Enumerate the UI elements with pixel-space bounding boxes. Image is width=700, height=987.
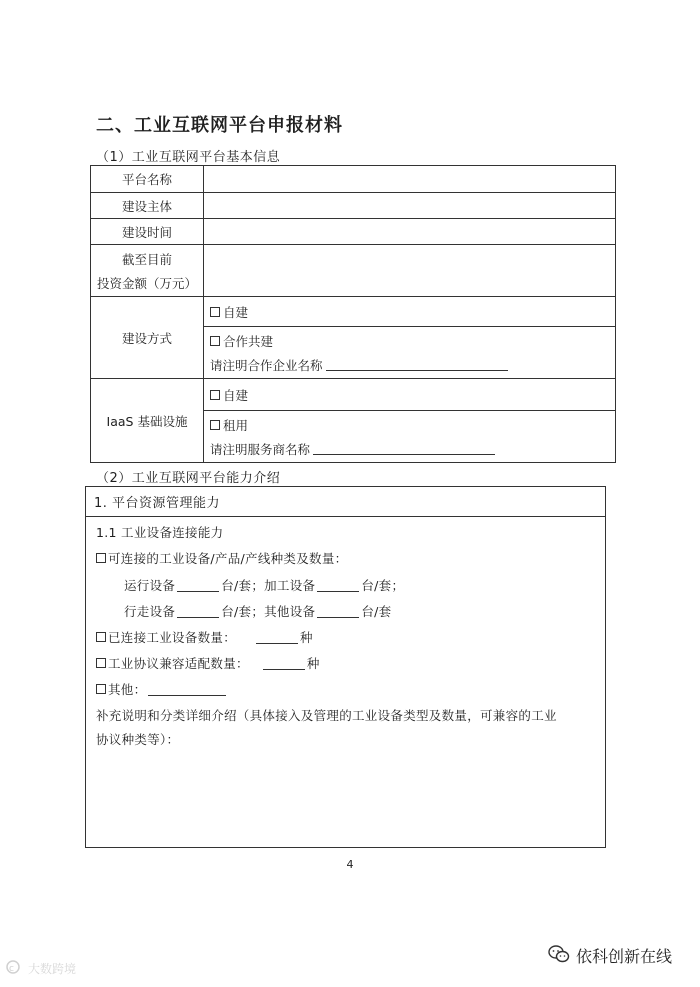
unit-label-4: 台/套 bbox=[361, 604, 392, 619]
process-equipment-blank[interactable] bbox=[317, 579, 359, 592]
label-platform-name: 平台名称 bbox=[91, 166, 204, 193]
checkbox-icon[interactable] bbox=[96, 632, 106, 642]
item-connected-count-unit: 种 bbox=[300, 630, 313, 645]
label-investment-line1: 截至目前 bbox=[121, 251, 172, 267]
item-connectable-types bbox=[96, 549, 347, 567]
subsection-title bbox=[96, 523, 223, 541]
walk-equipment-label: 行走设备 bbox=[124, 604, 176, 619]
checkbox-icon[interactable] bbox=[96, 553, 106, 563]
unit-label-1: 台/套；加工设备 bbox=[221, 578, 316, 593]
walk-equipment-blank[interactable] bbox=[177, 605, 219, 618]
build-method-coop-cell bbox=[204, 327, 616, 379]
field-platform-name[interactable] bbox=[204, 166, 616, 193]
connected-count-blank[interactable] bbox=[256, 631, 298, 644]
iaas-provider-note-label: 请注明服务商名称 bbox=[210, 441, 311, 457]
option-iaas-self[interactable] bbox=[210, 386, 609, 404]
field-time[interactable] bbox=[204, 219, 616, 245]
checkbox-icon[interactable] bbox=[210, 390, 220, 400]
item-other-label: 其他： bbox=[108, 682, 147, 697]
coop-partner-note-label: 请注明合作企业名称 bbox=[210, 357, 323, 373]
supplement-note-line1 bbox=[96, 706, 557, 724]
coop-partner-blank[interactable] bbox=[326, 358, 508, 371]
option-iaas-rent-label: 租用 bbox=[223, 417, 249, 433]
checkbox-icon[interactable] bbox=[210, 336, 220, 346]
item-protocol-count-label: 工业协议兼容适配数量： bbox=[108, 656, 249, 671]
option-cooperation[interactable] bbox=[210, 332, 609, 350]
item-other bbox=[96, 680, 226, 698]
label-investment bbox=[91, 245, 204, 297]
coop-partner-note bbox=[210, 356, 609, 374]
field-investment[interactable] bbox=[204, 245, 616, 297]
option-self-build[interactable] bbox=[210, 303, 609, 321]
watermark-left-text: 大数跨境 bbox=[28, 962, 77, 976]
run-equipment-blank[interactable] bbox=[177, 579, 219, 592]
other-equipment-blank[interactable] bbox=[317, 605, 359, 618]
run-equipment-label: 运行设备 bbox=[124, 578, 176, 593]
field-entity[interactable] bbox=[204, 193, 616, 219]
watermark-left bbox=[6, 960, 76, 977]
watermark-logo-icon bbox=[6, 960, 24, 977]
page-number: 4 bbox=[346, 858, 354, 871]
section1-title: （1）工业互联网平台基本信息 bbox=[96, 150, 281, 165]
checkbox-icon[interactable] bbox=[210, 420, 220, 430]
supplement-note-line2 bbox=[96, 730, 179, 748]
supplement-note-text-2: 协议种类等）： bbox=[96, 732, 180, 747]
iaas-provider-note bbox=[210, 440, 609, 458]
option-iaas-rent[interactable] bbox=[210, 416, 609, 434]
checkbox-icon[interactable] bbox=[96, 658, 106, 668]
label-time: 建设时间 bbox=[91, 219, 204, 245]
option-cooperation-label: 合作共建 bbox=[223, 333, 274, 349]
equipment-line-2 bbox=[124, 602, 391, 620]
item-connected-count bbox=[96, 628, 313, 646]
item-connectable-types-label: 可连接的工业设备/产品/产线种类及数量： bbox=[108, 551, 348, 566]
label-investment-line2: 投资金额（万元） bbox=[97, 275, 198, 291]
watermark-right-text: 依科创新在线 bbox=[575, 947, 672, 966]
basic-info-table bbox=[90, 165, 616, 463]
iaas-provider-blank[interactable] bbox=[313, 442, 495, 455]
checkbox-icon[interactable] bbox=[96, 684, 106, 694]
item-protocol-count-unit: 种 bbox=[306, 656, 320, 671]
label-iaas: IaaS 基础设施 bbox=[91, 379, 204, 463]
option-iaas-self-label: 自建 bbox=[223, 387, 249, 403]
item-connected-count-label: 已连接工业设备数量： bbox=[108, 630, 237, 645]
unit-label-3: 台/套；其他设备 bbox=[221, 604, 316, 619]
iaas-rent-cell bbox=[204, 411, 616, 463]
capability-box bbox=[85, 486, 606, 848]
supplement-note-text-1: 补充说明和分类详细介绍（具体接入及管理的工业设备类型及数量，可兼容的工业 bbox=[96, 708, 557, 723]
page-heading: 二、工业互联网平台申报材料 bbox=[96, 115, 343, 136]
section2-title: （2）工业互联网平台能力介绍 bbox=[96, 471, 281, 486]
capability-box-title: 1. 平台资源管理能力 bbox=[86, 487, 605, 517]
wechat-icon bbox=[548, 945, 570, 967]
label-build-method: 建设方式 bbox=[91, 297, 204, 379]
watermark-right bbox=[548, 944, 672, 967]
option-self-build-label: 自建 bbox=[223, 304, 249, 320]
label-entity: 建设主体 bbox=[91, 193, 204, 219]
svg-text:c: c bbox=[9, 964, 14, 974]
other-blank[interactable] bbox=[148, 683, 226, 696]
equipment-line-1 bbox=[124, 576, 404, 594]
iaas-self-cell bbox=[204, 379, 616, 411]
item-protocol-count bbox=[96, 654, 320, 672]
protocol-count-blank[interactable] bbox=[263, 657, 305, 670]
unit-label-2: 台/套； bbox=[361, 578, 405, 593]
subsection-title-text: 1.1 工业设备连接能力 bbox=[96, 525, 224, 540]
build-method-self-cell bbox=[204, 297, 616, 327]
checkbox-icon[interactable] bbox=[210, 307, 220, 317]
